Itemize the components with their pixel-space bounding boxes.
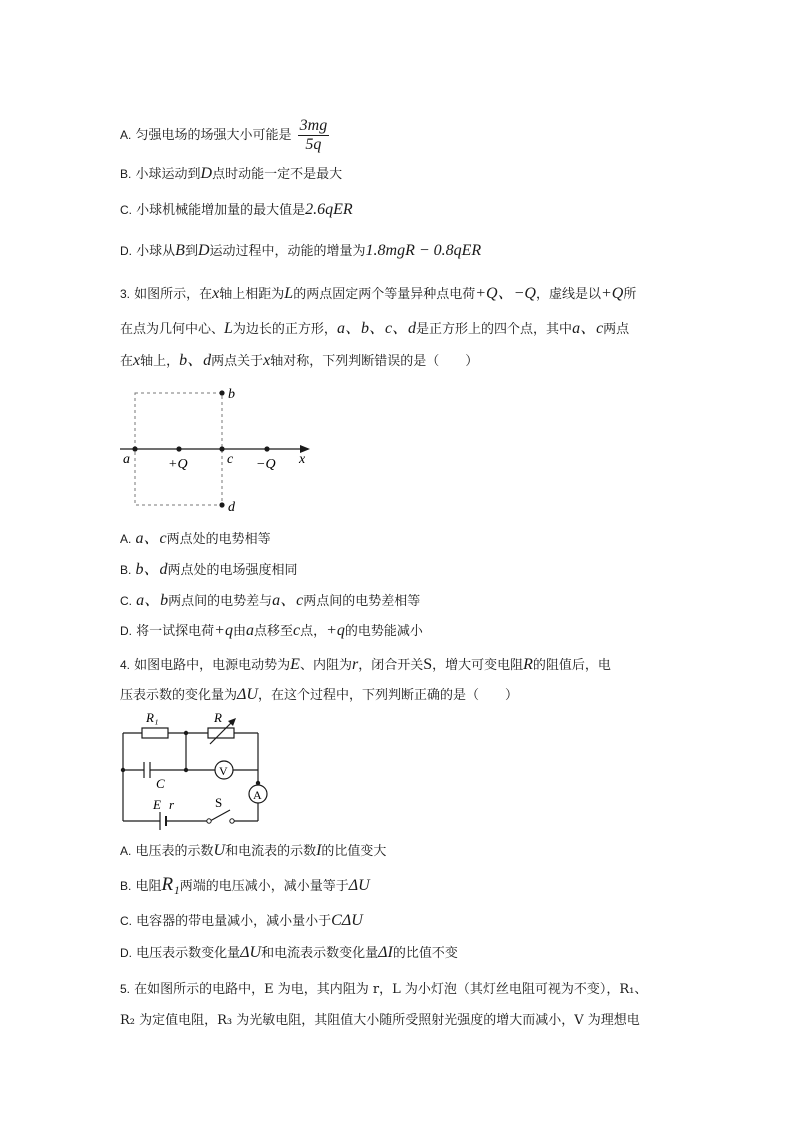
point-c — [219, 446, 224, 451]
point-d — [219, 502, 224, 507]
label-b: b — [228, 387, 235, 402]
label-e: E — [153, 797, 161, 812]
label-r1: R₁ — [146, 710, 159, 725]
q4-circuit-figure — [110, 708, 280, 833]
label-c: C — [156, 776, 165, 791]
label-r: R — [214, 710, 222, 725]
q4-option-a: A. 电压表的示数U和电流表的示数I的比值变大 — [120, 842, 387, 859]
point-negative-charge — [264, 446, 269, 451]
label-x: x — [299, 452, 306, 467]
junction-dot — [184, 731, 188, 735]
q3-option-d: D. 将一试探电荷+q由a点移至c点，+q的电势能减小 — [120, 622, 423, 639]
q3-charge-figure — [110, 380, 330, 515]
label-a: A — [253, 788, 262, 802]
q4-line-2: 压表示数的变化量为ΔU，在这个过程中，下列判断正确的是（ ） — [120, 686, 518, 703]
junction-dot — [184, 768, 188, 772]
switch — [210, 810, 230, 821]
q4-option-b: B. 电阻R₁两端的电压减小，减小量等于ΔU — [120, 874, 370, 895]
q3-option-b: B. b、d两点处的电场强度相同 — [120, 561, 298, 578]
switch-contact — [207, 819, 211, 823]
point-b — [219, 390, 224, 395]
label-s: S — [215, 795, 223, 810]
label-negative-q: −Q — [256, 457, 276, 472]
q3-option-a: A. a、c两点处的电势相等 — [120, 530, 271, 547]
fraction: $\frac{3mg}{5q}$ — [299, 117, 328, 153]
switch-contact — [230, 819, 234, 823]
label-a: a — [123, 452, 130, 467]
label-d: d — [228, 500, 235, 515]
q3-line-3: 在x轴上，b、d两点关于x轴对称，下列判断错误的是（ ） — [120, 352, 479, 369]
junction-dot — [256, 781, 260, 785]
q3-line-1: 3. 如图所示，在x轴上相距为L的两点固定两个等量异种点电荷+Q、−Q，虚线是以+Q所 — [120, 285, 637, 302]
label-r-internal: r — [169, 797, 175, 812]
resistor-r1 — [142, 728, 168, 738]
q4-option-c: C. 电容器的带电量减小，减小量小于CΔU — [120, 912, 363, 929]
option-2c: C. 小球机械能增加量的最大值是2.6qER — [120, 201, 353, 218]
q4-option-d: D. 电压表示数变化量ΔU和电流表示数变化量ΔI的比值不变 — [120, 944, 458, 961]
label-v: V — [219, 764, 228, 778]
point-a — [132, 446, 137, 451]
q5-line-2: R₂ 为定值电阻，R₃ 为光敏电阻，其阻值大小随所受照射光强度的增大而减小，V 为理想电 — [120, 1013, 640, 1028]
label-c: c — [227, 452, 234, 467]
option-2d: D. 小球从B到D运动过程中，动能的增量为1.8mgR − 0.8qER — [120, 242, 482, 259]
q5-line-1: 5. 在如图所示的电路中，E 为电，其内阻为 r，L 为小灯泡（其灯丝电阻可视为不变），R₁、 — [120, 982, 648, 997]
q4-line-1: 4. 如图电路中，电源电动势为E、内阻为r，闭合开关S，增大可变电阻R的阻值后，电 — [120, 656, 611, 673]
junction-dot — [121, 768, 125, 772]
q3-option-c: C. a、b两点间的电势差与a、c两点间的电势差相等 — [120, 592, 421, 609]
option-2a: A. 匀强电场的场强大小可能是 $\frac{3mg}{5q}$ — [120, 117, 328, 153]
option-2b: B. 小球运动到D点时动能一定不是最大 — [120, 165, 343, 182]
label-positive-q: +Q — [168, 457, 188, 472]
q3-line-2: 在点为几何中心、L为边长的正方形，a、b、c、d是正方形上的四个点，其中a、c两点 — [120, 320, 630, 337]
point-positive-charge — [176, 446, 181, 451]
